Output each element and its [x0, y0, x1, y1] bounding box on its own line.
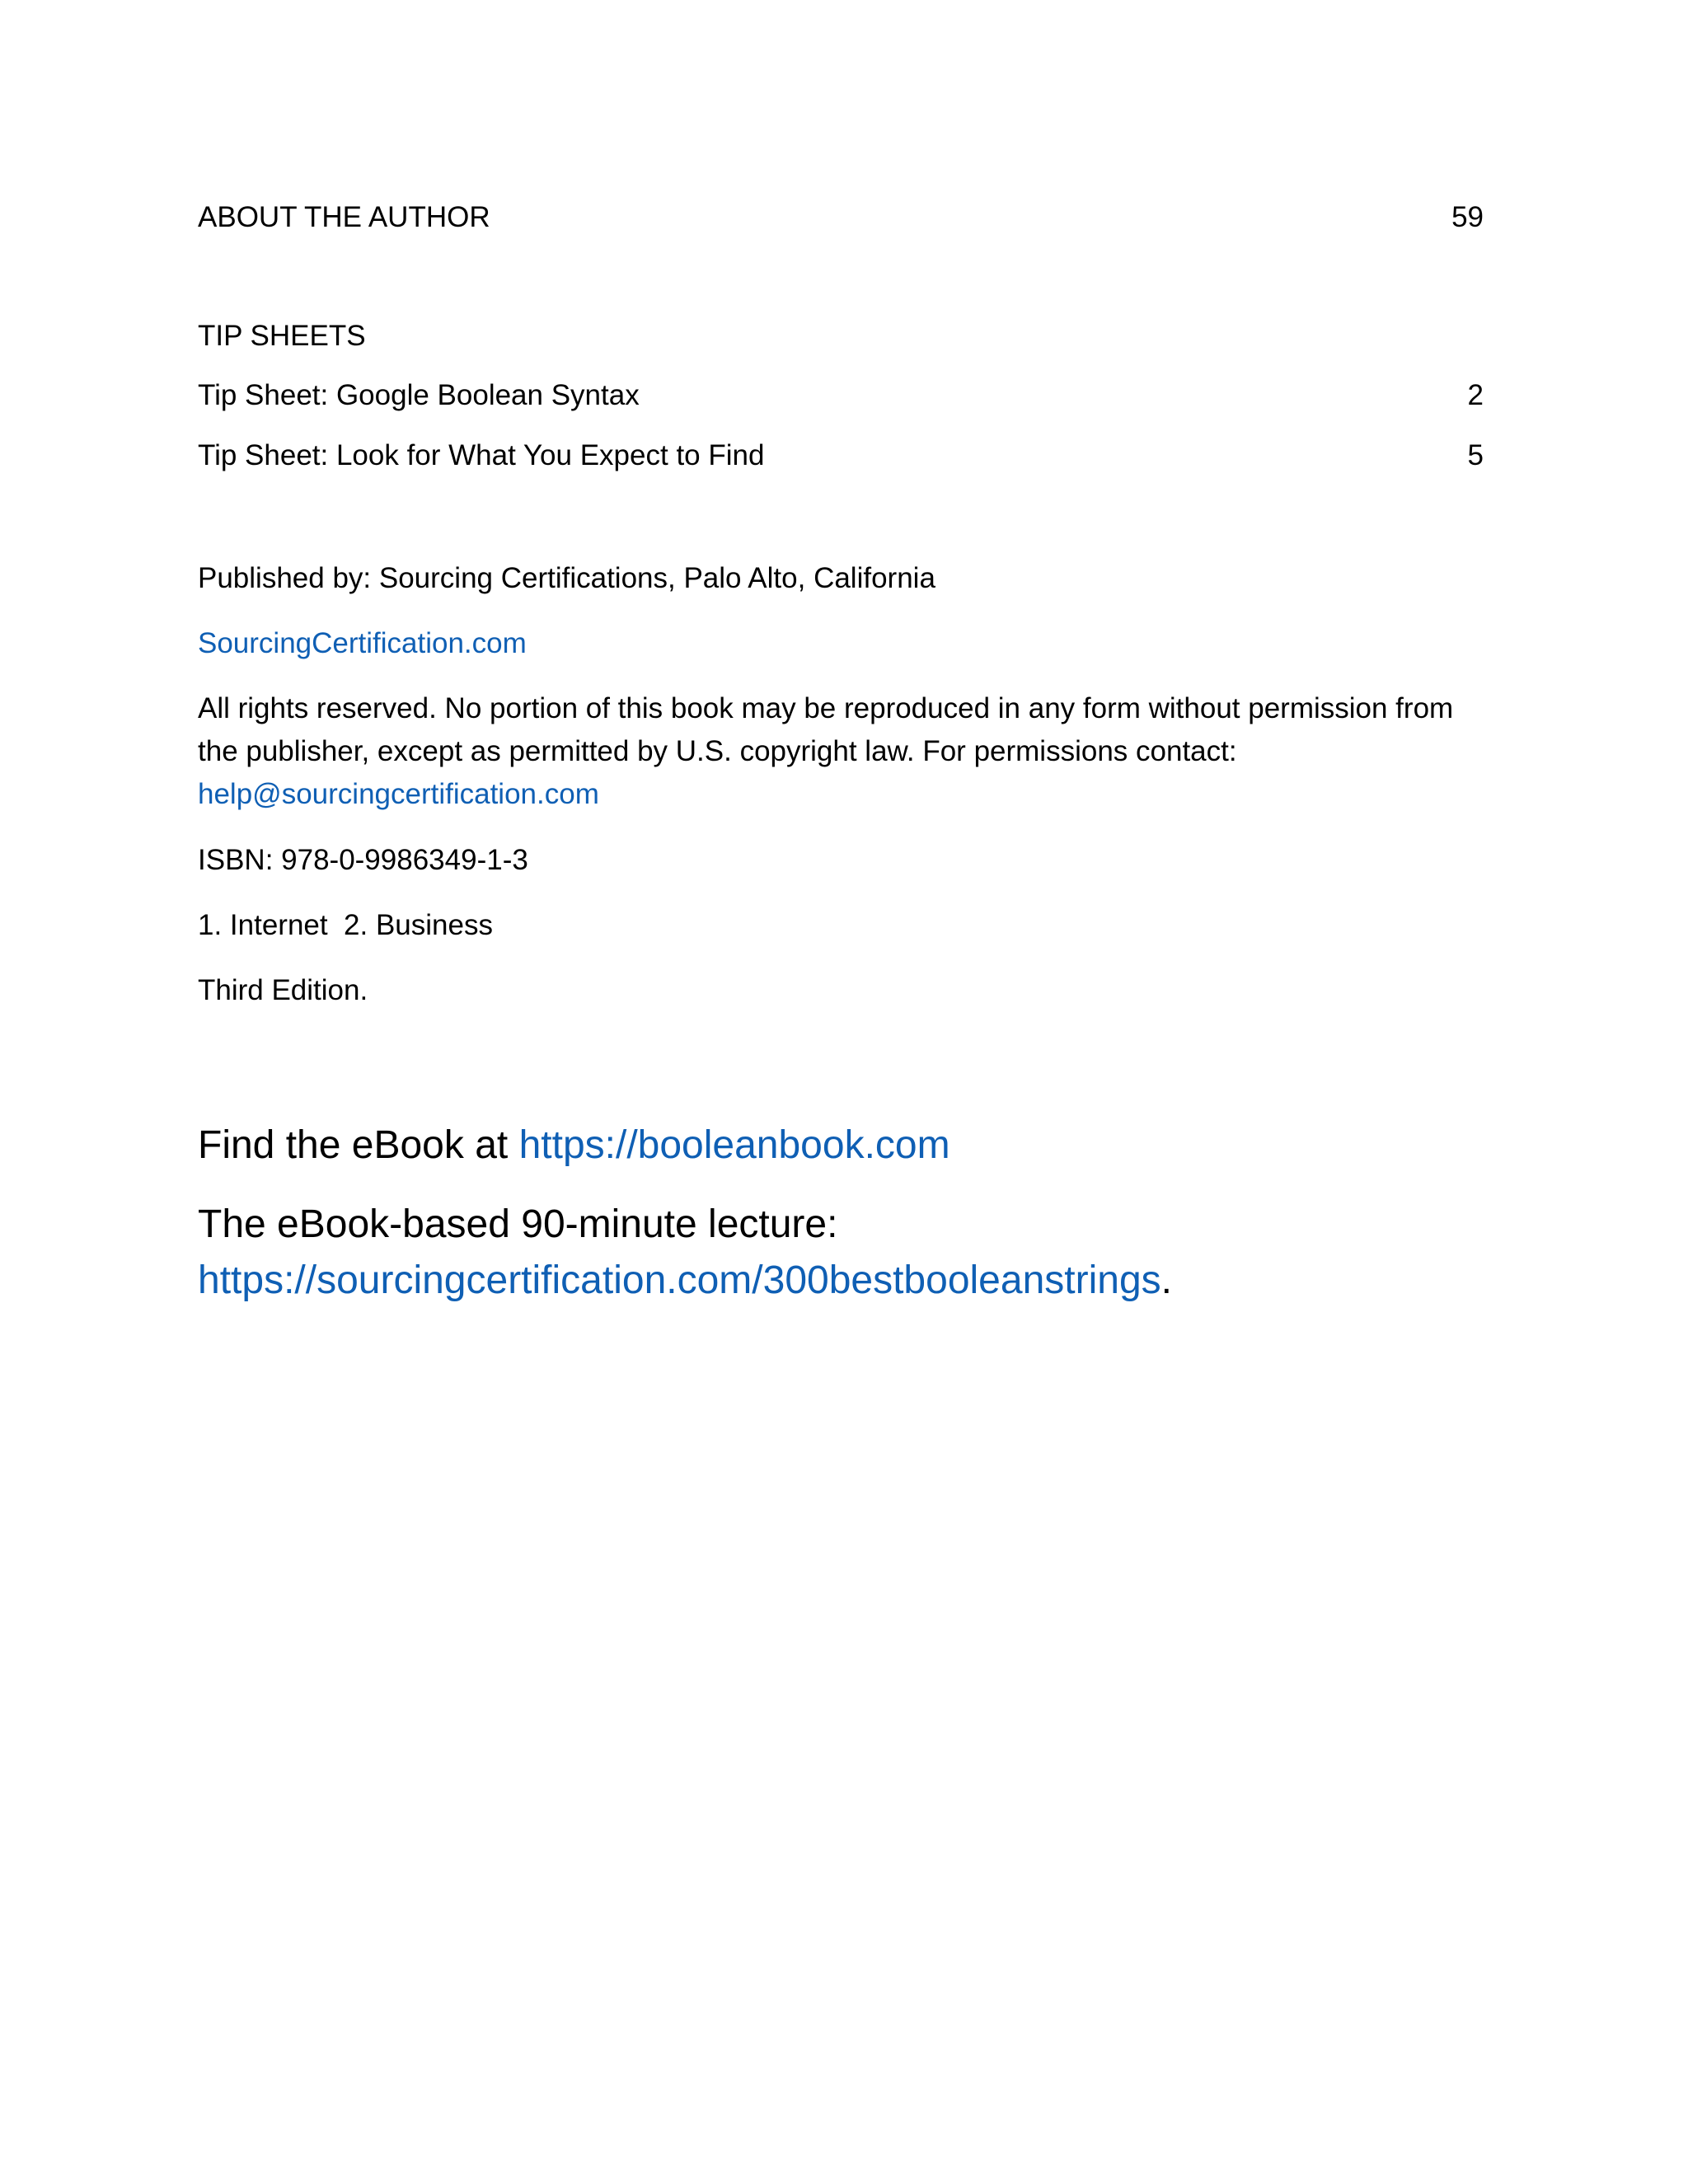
ebook-link[interactable]: https://booleanbook.com [518, 1123, 950, 1167]
subjects-line: 1. Internet 2. Business [198, 909, 493, 941]
toc-entry-google-boolean-syntax[interactable] [198, 377, 1484, 414]
publisher-line: Published by: Sourcing Certifications, Palo Alto, California [198, 562, 935, 594]
publisher-site-link[interactable]: SourcingCertification.com [198, 627, 527, 659]
edition-line: Third Edition. [198, 974, 368, 1006]
toc-entry-page-number: 5 [1467, 439, 1484, 471]
rights-paragraph [198, 687, 1484, 816]
lecture-link-line [198, 1253, 1484, 1309]
lecture-suffix: . [1160, 1258, 1172, 1302]
isbn-line: ISBN: 978-0-9986349-1-3 [198, 844, 528, 876]
toc-entry-about-author[interactable] [198, 199, 1484, 236]
rights-text: All rights reserved. No portion of this book may be reproduced in any form without permission from the publisher, except as permitted by U.S. copyright law. For permissions contact: [198, 692, 1454, 767]
lecture-block [198, 1197, 1484, 1309]
lecture-link[interactable]: https://sourcingcertification.com/300bestbooleanstrings [198, 1258, 1161, 1302]
toc-section-heading-tip-sheets: TIP SHEETS [198, 320, 366, 352]
toc-entry-page-number: 59 [1451, 201, 1484, 233]
toc-entry-label: Tip Sheet: Google Boolean Syntax [198, 379, 640, 411]
toc-entry-page-number: 2 [1467, 379, 1484, 411]
toc-entry-look-for-what-you-expect[interactable] [198, 438, 1484, 474]
publisher-site-line [198, 622, 1484, 665]
lecture-label: The eBook-based 90-minute lecture: [198, 1202, 838, 1246]
ebook-prefix: Find the eBook at [198, 1123, 519, 1167]
ebook-line [198, 1118, 1484, 1174]
toc-entry-label: ABOUT THE AUTHOR [198, 201, 490, 233]
document-page [198, 0, 1484, 2184]
toc-entry-label: Tip Sheet: Look for What You Expect to Find [198, 439, 765, 471]
contact-email-link[interactable]: help@sourcingcertification.com [198, 778, 599, 810]
